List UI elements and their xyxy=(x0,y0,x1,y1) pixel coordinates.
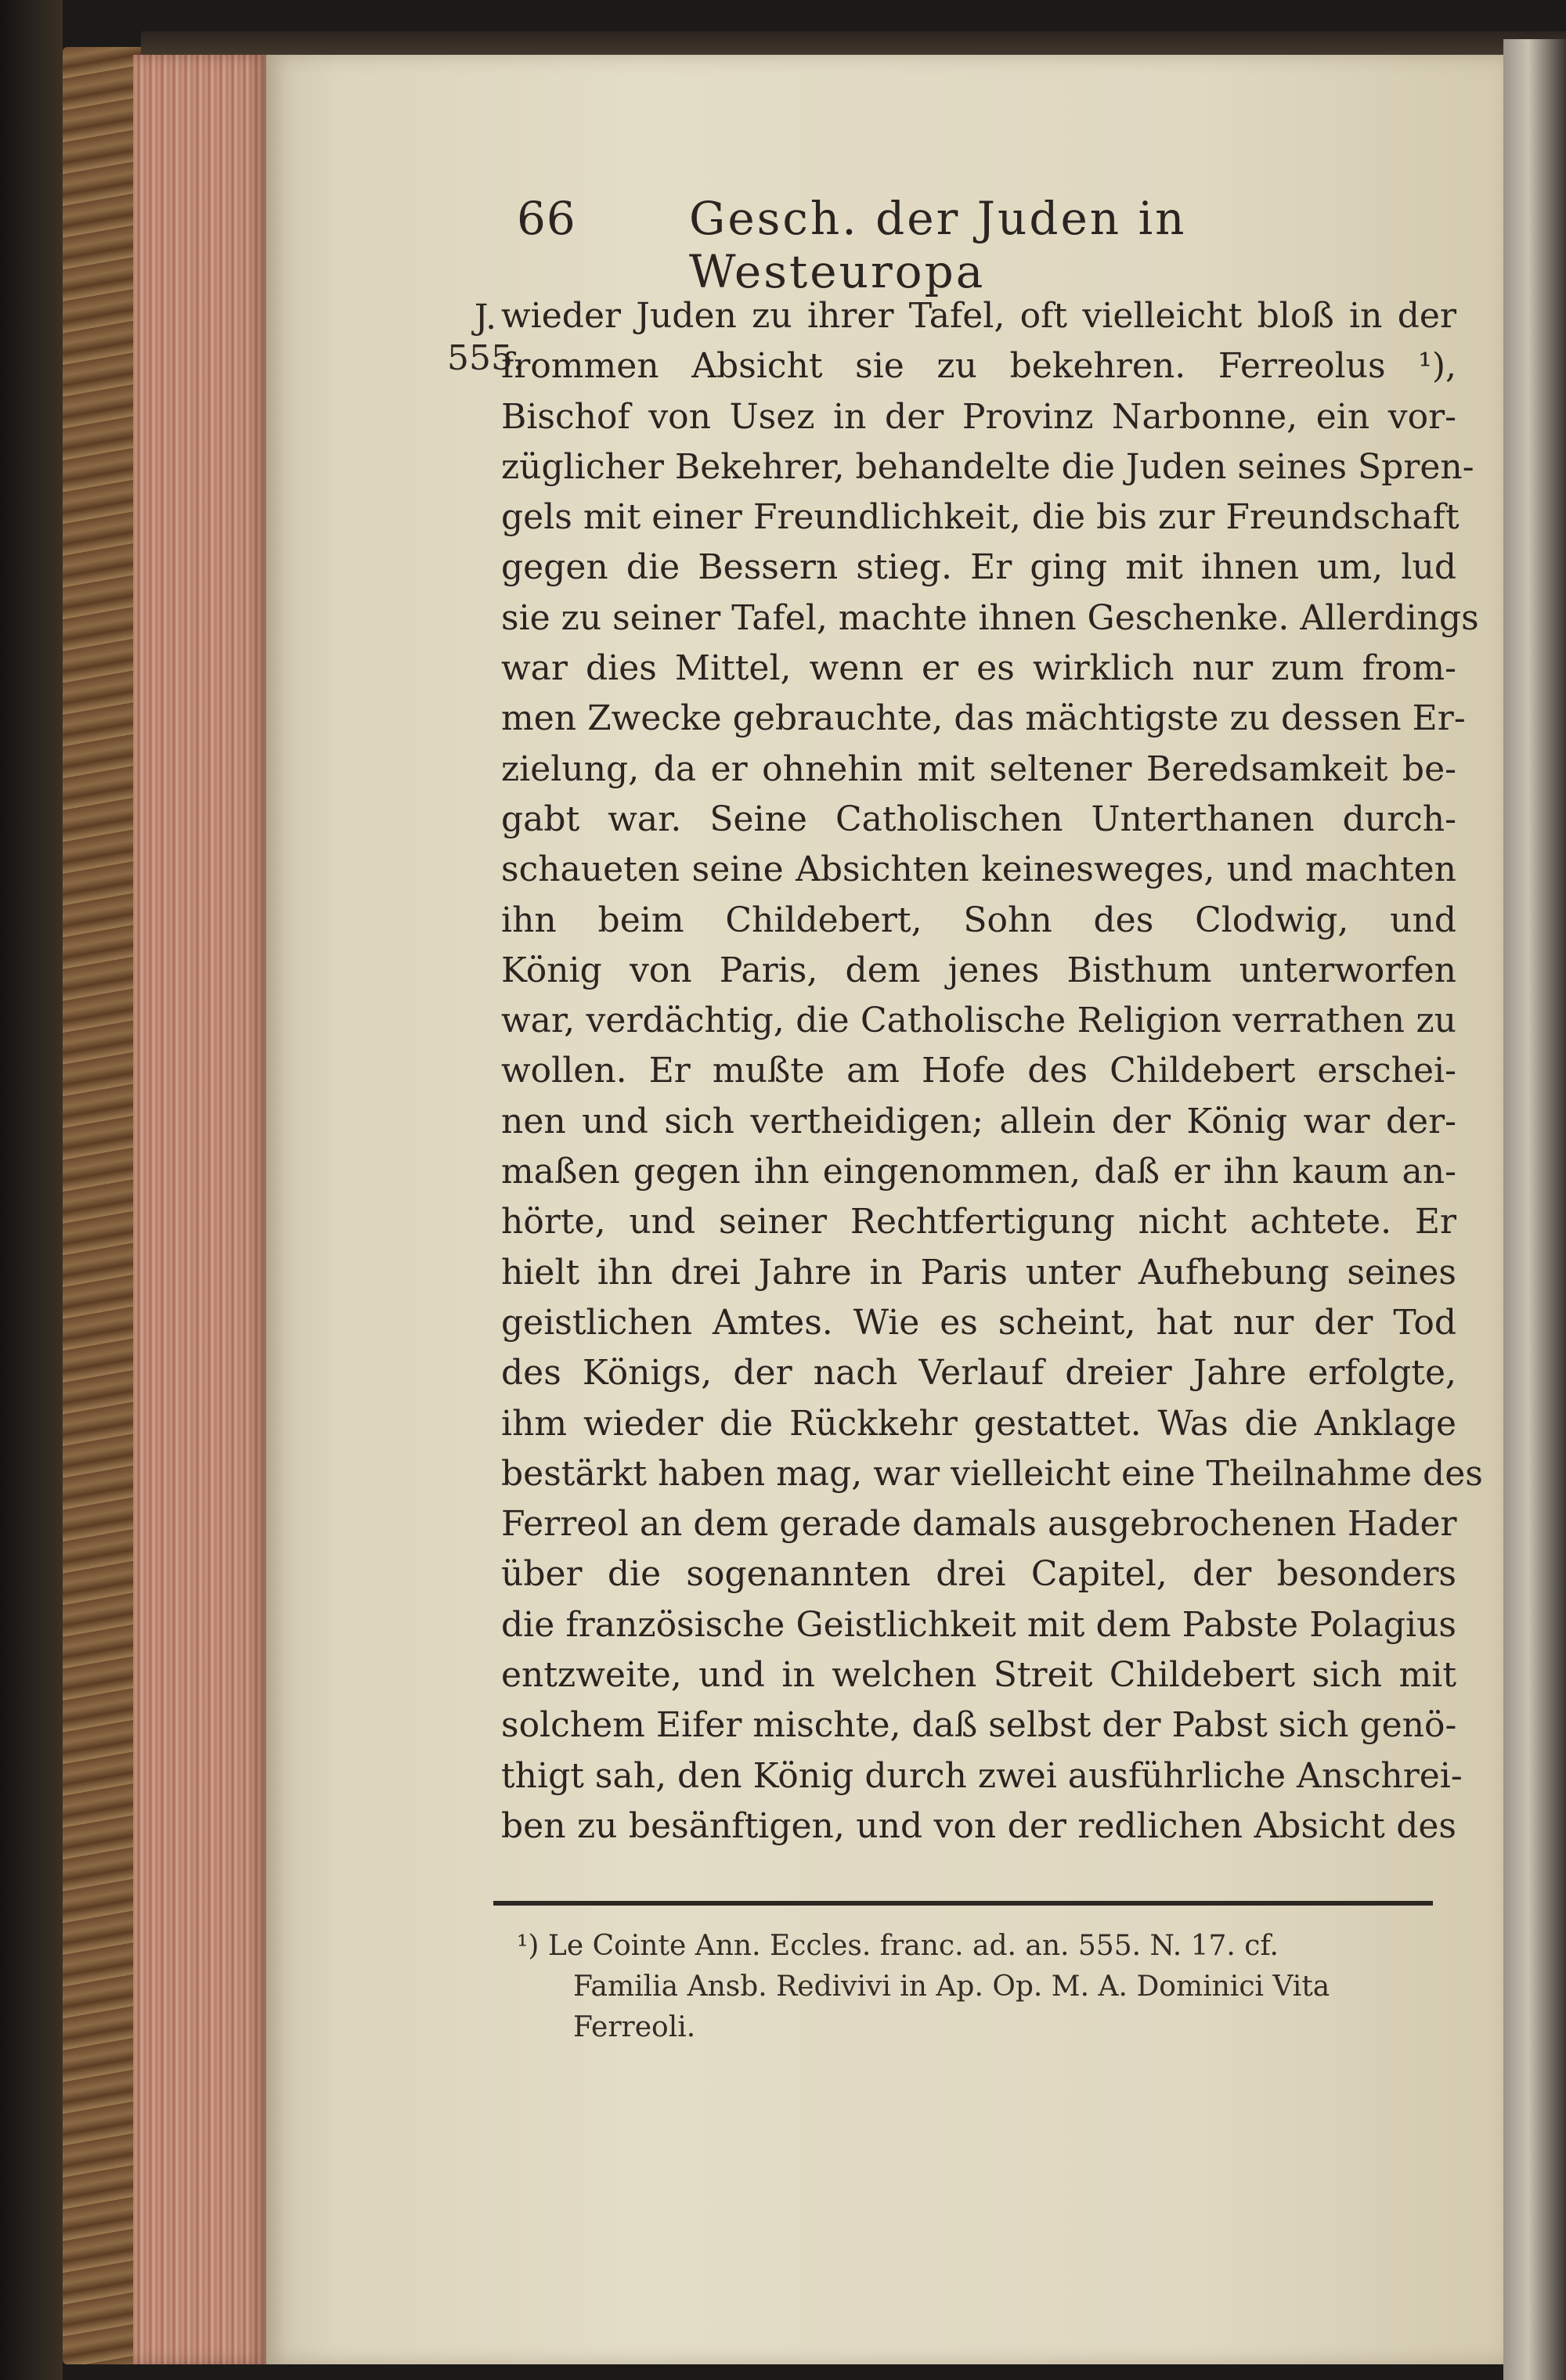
footnote-line: Familia Ansb. Redivivi in Ap. Op. M. A. Dominici Vita xyxy=(573,1971,1330,2003)
text-line: nen und sich vertheidigen; allein der König war der- xyxy=(501,1101,1456,1141)
text-line: gabt war. Seine Catholischen Unterthanen durch- xyxy=(501,799,1456,839)
text-line: entzweite, und in welchen Streit Childebert sich mit xyxy=(501,1655,1456,1696)
text-line: zielung, da er ohnehin mit seltener Beredsamkeit be- xyxy=(501,748,1456,789)
text-line: züglicher Bekehrer, behandelte die Juden seines Spren- xyxy=(501,446,1474,487)
text-line: ihn beim Childebert, Sohn des Clodwig, und xyxy=(501,900,1456,940)
text-line: war dies Mittel, wenn er es wirklich nur zum from- xyxy=(501,648,1456,689)
facing-page-edge xyxy=(1503,39,1566,2380)
running-title: Gesch. der Juden in Westeuropa xyxy=(689,192,1187,298)
text-line: wieder Juden zu ihrer Tafel, oft vielleicht bloß in der xyxy=(501,296,1456,336)
text-line: war, verdächtig, die Catholische Religion verrathen zu xyxy=(501,1001,1456,1041)
text-line: men Zwecke gebrauchte, das mächtigste zu dessen Er- xyxy=(501,698,1466,739)
text-line: thigt sah, den König durch zwei ausführliche Anschrei- xyxy=(501,1755,1463,1796)
text-line: des Königs, der nach Verlauf dreier Jahre erfolgte, xyxy=(501,1353,1456,1394)
footnote-line: Ferreoli. xyxy=(573,2011,696,2043)
text-line: ben zu besänftigen, und von der redlichen Absicht des xyxy=(501,1805,1456,1846)
running-header xyxy=(517,192,1480,298)
book-cover-edge xyxy=(63,47,141,2364)
text-line: wollen. Er mußte am Hofe des Childebert erschei- xyxy=(501,1051,1456,1091)
margin-note-year: 555. xyxy=(447,338,524,378)
text-line: schaueten seine Absichten keinesweges, und machten xyxy=(501,849,1456,890)
footnote-separator-rule xyxy=(493,1901,1433,1906)
page-number: 66 xyxy=(517,192,576,245)
text-line: bestärkt haben mag, war vielleicht eine Theilnahme des xyxy=(501,1453,1483,1494)
footnote xyxy=(517,1926,1441,2048)
text-line: solchem Eifer mischte, daß selbst der Pabst sich genö- xyxy=(501,1705,1457,1746)
text-line: über die sogenannten drei Capitel, der besonders xyxy=(501,1554,1456,1595)
text-line: frommen Absicht sie zu bekehren. Ferreolus ¹), xyxy=(501,346,1456,387)
text-line: die französische Geistlichkeit mit dem Pabste Polagius xyxy=(501,1604,1456,1645)
text-line: Ferreol an dem gerade damals ausgebrochenen Hader xyxy=(501,1504,1457,1545)
book-spine-shadow xyxy=(0,0,63,2380)
body-text xyxy=(501,291,1483,1852)
text-line: hörte, und seiner Rechtfertigung nicht achtete. Er xyxy=(501,1202,1456,1242)
text-line: gegen die Bessern stieg. Er ging mit ihnen um, lud xyxy=(501,547,1456,588)
text-line: König von Paris, dem jenes Bisthum unterworfen xyxy=(501,950,1456,990)
text-line: ihm wieder die Rückkehr gestattet. Was die Anklage xyxy=(501,1403,1456,1444)
text-line: sie zu seiner Tafel, machte ihnen Geschenke. Allerdings xyxy=(501,597,1479,638)
text-line: hielt ihn drei Jahre in Paris unter Aufhebung seines xyxy=(501,1252,1456,1293)
text-line: gels mit einer Freundlichkeit, die bis zur Freundschaft xyxy=(501,497,1460,538)
text-line: geistlichen Amtes. Wie es scheint, hat nur der Tod xyxy=(501,1302,1456,1343)
page-stack-edges xyxy=(133,55,266,2364)
text-line: maßen gegen ihn eingenommen, daß er ihn kaum an- xyxy=(501,1152,1456,1192)
margin-note-letter: J. xyxy=(474,298,497,337)
text-line: Bischof von Usez in der Provinz Narbonne, ein vor- xyxy=(501,396,1456,437)
footnote-line: ¹) Le Cointe Ann. Eccles. franc. ad. an. 555. N. 17. cf. xyxy=(517,1930,1279,1962)
